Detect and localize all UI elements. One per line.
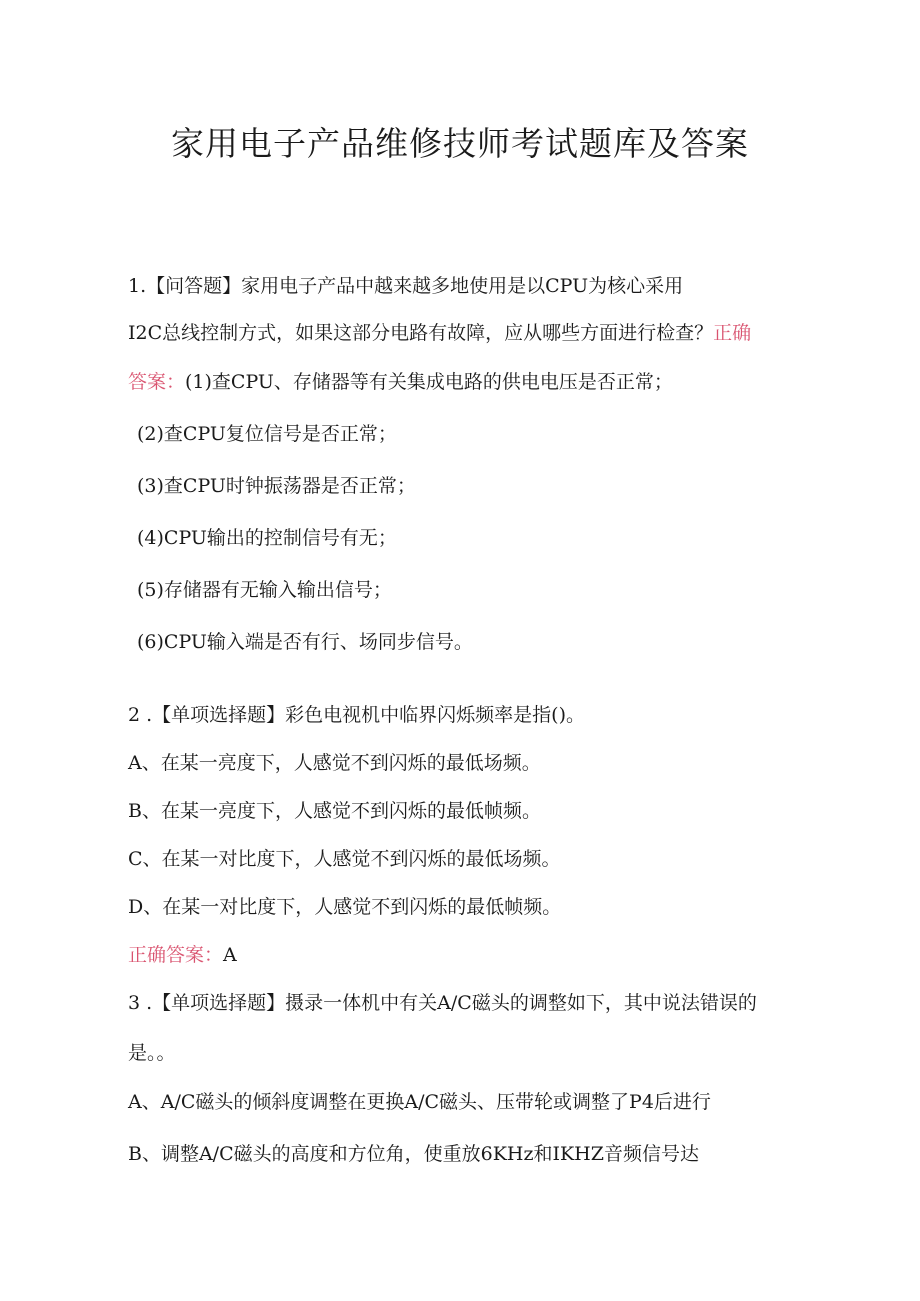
q1-answer-item-6: (6)CPU输入端是否有行、场同步信号。: [137, 631, 473, 653]
q2-answer: [128, 941, 237, 969]
q3-option-b: B、调整A/C磁头的高度和方位角，使重放6KHz和IKHZ音频信号达: [128, 1143, 699, 1165]
q3-option-a: A、A/C磁头的倾斜度调整在更换A/C磁头、压带轮或调整了P4后进行: [128, 1091, 711, 1113]
q1-answer-item-5: (5)存储器有无输入输出信号；: [137, 579, 392, 601]
q2-option-c: C、在某一对比度下，人感觉不到闪烁的最低场频。: [128, 848, 561, 870]
q2-answer-label: 正确答案：: [128, 944, 224, 966]
q1-stem-text: I2C总线控制方式，如果这部分电路有故障，应从哪些方面进行检查？: [128, 322, 714, 344]
q2-option-b: B、在某一亮度下，人感觉不到闪烁的最低帧频。: [128, 800, 541, 822]
q1-stem-line1: 1.【问答题】家用电子产品中越来越多地使用是以CPU为核心采用: [128, 275, 684, 297]
q2-answer-value: A: [223, 944, 237, 966]
q1-answer-line: [128, 368, 673, 396]
q2-option-d: D、在某一对比度下，人感觉不到闪烁的最低帧频。: [128, 896, 562, 918]
q1-answer-label-part1: 正确: [713, 322, 752, 344]
q3-stem-line2: 是。。: [128, 1042, 176, 1064]
q1-answer-item-2: (2)查CPU复位信号是否正常；: [137, 423, 397, 445]
q2-stem: 2 .【单项选择题】彩色电视机中临界闪烁频率是指()。: [128, 704, 585, 726]
q3-stem-line1: 3 .【单项选择题】摄录一体机中有关A/C磁头的调整如下，其中说法错误的: [128, 992, 757, 1014]
q1-answer-item-1: (1)查CPU、存储器等有关集成电路的供电电压是否正常；: [185, 371, 673, 393]
q1-stem-line2: [128, 319, 751, 347]
q1-answer-item-3: (3)查CPU时钟振荡器是否正常；: [137, 475, 416, 497]
q1-answer-label-part2: 答案：: [128, 371, 186, 393]
q2-option-a: A、在某一亮度下，人感觉不到闪烁的最低场频。: [128, 752, 541, 774]
q1-answer-item-4: (4)CPU输出的控制信号有无；: [137, 527, 397, 549]
document-title: 家用电子产品维修技师考试题库及答案: [171, 124, 749, 163]
